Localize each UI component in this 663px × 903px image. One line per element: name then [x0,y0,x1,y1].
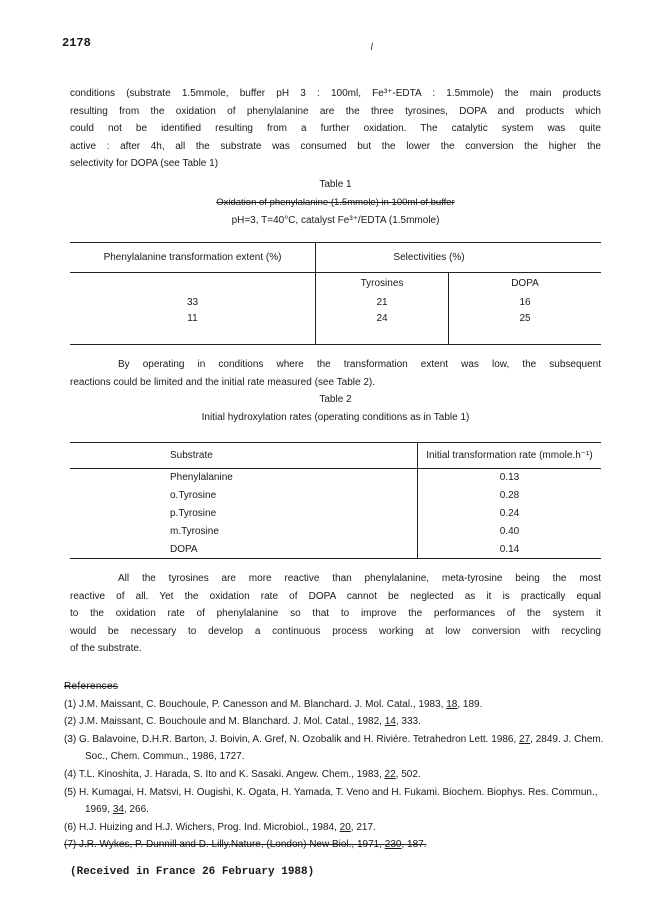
text-line: would be necessary to develop a continuous process working at low conversion with recycling [70,625,601,637]
reference-item: (5) H. Kumagai, H. Matsvi, H. Ougishi, K. Ogata, H. Yamada, T. Veno and H. Fukami. Biochem. Biophys. Res. Commun., 1969, 34, 266. [64,786,598,816]
text-line: reactions could be limited and the initial rate measured (see Table 2). [70,376,375,388]
table1-sub-header-tyrosines: Tyrosines [316,273,449,295]
table2 [70,442,601,559]
table-row [70,541,601,559]
table1-cell-dopa: 16 [449,295,602,311]
text-line: conditions (substrate 1.5mmole, buffer pH 3 : 100ml, Fe³⁺-EDTA : 1.5mmole) the main products [70,88,601,99]
table2-caption-text: Initial hydroxylation rates (operating conditions as in Table 1) [201,412,470,423]
intro-paragraph [70,85,601,173]
table1-caption-line1: Oxidation of phenylalanine (1.5mmole) in 100ml of buffer [216,197,455,208]
table2-cell-substrate: Phenylalanine [170,472,233,484]
table2-cell-rate: 0.24 [418,505,602,523]
reference-item: (1) J.M. Maissant, C. Bouchoule, P. Canesson and M. Blanchard. J. Mol. Catal., 1983, 18, 189. [64,698,483,710]
text-line: of the substrate. [70,643,142,655]
table1-caption [70,176,601,230]
table1-cell-dopa: 25 [449,311,602,327]
text-line: to the oxidation rate of phenylalanine so that to improve the performances of the system it [70,608,601,620]
table-row [70,311,601,327]
table2-cell-rate: 0.40 [418,523,602,541]
table2-cell-substrate: DOPA [170,543,198,555]
table1-cell-extent: 33 [186,297,199,308]
table1-col1-header: Phenylalanine transformation extent (%) [103,252,282,263]
table-row [70,505,601,523]
table1 [70,242,601,345]
table1-cell-tyrosines: 24 [316,311,449,327]
table2-col1-header: Substrate [170,450,213,461]
reference-item: (2) J.M. Maissant, C. Bouchoule and M. Blanchard. J. Mol. Catal., 1982, 14, 333. [64,716,421,728]
text-line: selectivity for DOPA (see Table 1) [70,158,219,170]
table-row [70,469,601,487]
reference-item: (4) T.L. Kinoshita, J. Harada, S. Ito and K. Sasaki. Angew. Chem., 1983, 22, 502. [64,768,421,780]
table2-caption [70,391,601,427]
table-row [70,487,601,505]
table1-label: Table 1 [319,179,352,190]
mid-paragraph [70,356,601,391]
references-section [64,678,609,854]
table1-sub-header-dopa: DOPA [449,273,602,295]
page-number: 2178 [62,36,91,50]
table2-cell-rate: 0.14 [418,541,602,559]
table1-group-header: Selectivities (%) [316,243,602,273]
text-line: By operating in conditions where the transformation extent was low, the subsequent [118,359,601,370]
text-line: reactive of all. Yet the oxidation rate of DOPA cannot be neglected as it is practically equal [70,590,601,602]
text-line: All the tyrosines are more reactive than phenylalanine, meta-tyrosine being the most [118,573,601,584]
received-date: (Received in France 26 February 1988) [70,866,315,878]
table2-cell-rate: 0.28 [418,487,602,505]
table2-label: Table 2 [319,394,352,405]
table1-caption-line2: pH=3, T=40°C, catalyst Fe³⁺/EDTA (1.5mmole) [231,215,440,226]
table1-empty-cell [70,273,316,295]
text-line: could not be identified resulting from a further oxidation. The catalytic system was quite [70,123,601,135]
text-line: resulting from the oxidation of phenylalanine are the three tyrosines, DOPA and products which [70,105,601,117]
reference-item: (7) J.R. Wykes, P. Dunnill and D. Lilly.Nature, (London) New Biol., 1971, 230, 187. [64,839,427,851]
table2-cell-substrate: o.Tyrosine [170,490,217,501]
table1-cell-extent: 11 [187,313,198,324]
reference-item: (6) H.J. Huizing and H.J. Wichers, Prog. Ind. Microbiol., 1984, 20, 217. [64,821,376,833]
references-title: References [64,681,119,692]
conclusion-paragraph [70,570,601,658]
table2-cell-substrate: p.Tyrosine [170,508,217,519]
table2-cell-rate: 0.13 [418,469,602,487]
table1-cell-tyrosines: 21 [316,295,449,311]
stray-mark: \ [367,41,375,54]
table2-col2-header: Initial transformation rate (mmole.h⁻¹) [418,443,602,469]
table-row [70,523,601,541]
table-row [70,295,601,311]
reference-item: (3) G. Balavoine, D.H.R. Barton, J. Boivin, A. Gref, N. Ozobalik and H. Rivière. Tetrahedron Lett. 1986, 27, 2849. J. Chem. Soc., Chem. Commun., 1986, 1727. [64,733,604,763]
table2-cell-substrate: m.Tyrosine [170,526,219,537]
text-line: active : after 4h, all the substrate was consumed but the lower the conversion the higher the [70,140,601,152]
